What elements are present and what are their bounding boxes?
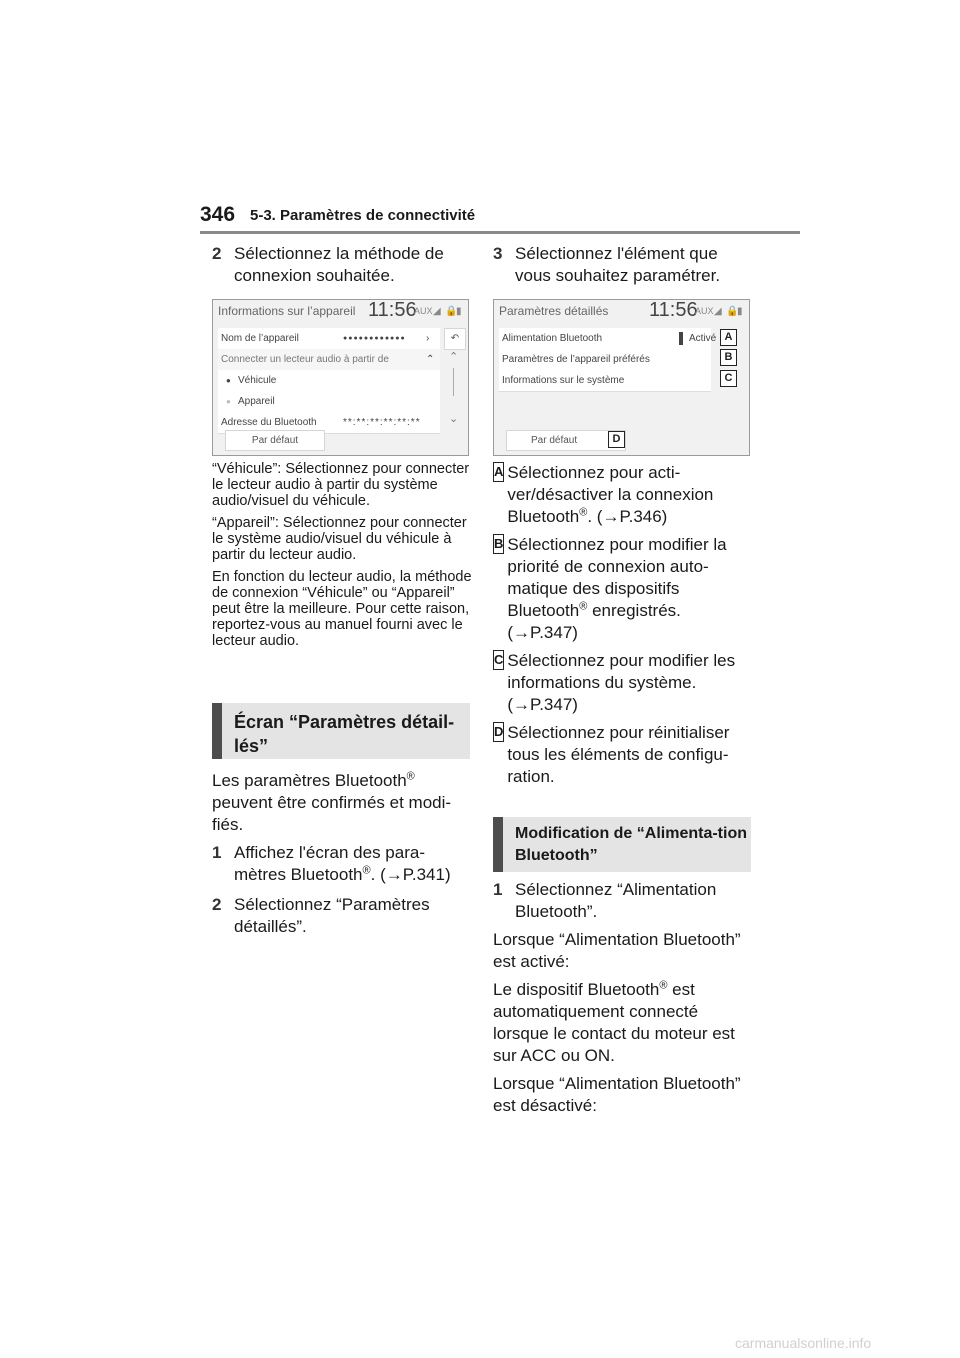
para-disabled: Lorsque “Alimentation Bluetooth” est désactivé:	[493, 1074, 741, 1115]
signal-icon: ◢	[714, 306, 722, 317]
callout-d: D	[608, 431, 625, 448]
status-indicator: AUX	[414, 306, 433, 316]
lock-icon: 🔒	[445, 306, 458, 317]
screen-header	[213, 300, 468, 322]
item-c: C Sélectionnez pour modifier les informations du système. (→P.347)	[494, 651, 736, 714]
left-notes	[212, 461, 474, 649]
screen-header	[494, 300, 749, 322]
chevron-up-icon: ⌃	[426, 354, 435, 365]
intro-paragraph: Les paramètres Bluetooth® peuvent être confirmés et modi-fiés.	[212, 770, 452, 834]
note-vehicle: “Véhicule”: Sélectionnez pour connecter le lecteur audio à partir du système audio/visuel du véhicule.	[212, 461, 470, 509]
row-connect-from[interactable]: Connecter un lecteur audio à partir de ⌃	[218, 349, 440, 371]
scroll-down-icon[interactable]: ⌄	[449, 413, 459, 425]
para-enabled: Lorsque “Alimentation Bluetooth” est activé:	[493, 930, 741, 971]
scrollbar[interactable]	[453, 368, 454, 396]
note-player: En fonction du lecteur audio, la méthode de connexion “Véhicule” ou “Appareil” peut être la meilleure. Pour cette raison, reportez-vous au manuel fourni avec le lecteur audio.	[212, 569, 472, 649]
screen-title: Paramètres détaillés	[499, 304, 609, 318]
toggle-indicator	[679, 332, 683, 345]
row-bt-power[interactable]: Alimentation Bluetooth Activé	[499, 328, 711, 350]
callout-c: C	[720, 370, 737, 387]
callout-b: B	[720, 349, 737, 366]
row-preferred-devices[interactable]: Paramètres de l’appareil préférés	[499, 349, 711, 371]
radio-icon: ●	[226, 397, 231, 406]
row-device-name[interactable]: Nom de l’appareil ●●●●●●●●●●●● ›	[218, 328, 440, 350]
item-a: A Sélectionnez pour acti-ver/désactiver la connexion Bluetooth®. (→P.346)	[494, 463, 714, 526]
heading-bt-power: Modification de “Alimenta-tion Bluetooth”	[493, 817, 751, 872]
lock-icon: 🔒	[726, 306, 739, 317]
right-body	[493, 879, 751, 1117]
option-device[interactable]: ● Appareil	[218, 391, 440, 413]
screen-clock: 11:56	[368, 299, 417, 321]
default-button[interactable]: Par défaut	[506, 430, 626, 451]
option-vehicle[interactable]: ● Véhicule	[218, 370, 440, 392]
status-indicator: AUX	[695, 306, 714, 316]
signal-icon: ◢	[433, 306, 441, 317]
row-bt-address: Adresse du Bluetooth **:**:**:**:**:**	[218, 412, 440, 434]
right-step-3: 3 Sélectionnez l'élément que vous souhaitez paramétrer.	[493, 244, 721, 285]
item-b: B Sélectionnez pour modifier la priorité de connexion auto-matique des dispositifs Bluetooth® enregistrés. (→P.347)	[494, 535, 727, 642]
row-system-info[interactable]: Informations sur le système	[499, 370, 711, 392]
step-text: Sélectionnez la méthode de connexion souhaitée.	[234, 244, 444, 285]
step-1: 1 Affichez l'écran des para-mètres Bluetooth®. (→P.341)	[212, 843, 451, 884]
callout-a: A	[720, 329, 737, 346]
default-button[interactable]: Par défaut	[225, 430, 325, 451]
left-step-2	[212, 243, 470, 287]
note-device: “Appareil”: Sélectionnez pour connecter le système audio/visuel du véhicule à partir du lecteur audio.	[212, 515, 467, 563]
step-2-detailed: 2 Sélectionnez “Paramètres détaillés”.	[212, 895, 430, 936]
step-1-bt-power: 1 Sélectionnez “Alimentation Bluetooth”.	[493, 880, 717, 921]
radio-selected-icon: ●	[226, 376, 231, 385]
watermark: carmanualsonline.info	[735, 1335, 872, 1351]
para-auto-connect: Le dispositif Bluetooth® est automatiquement connecté lorsque le contact du moteur est sur ACC ou ON.	[493, 979, 735, 1065]
page-number: 346	[200, 203, 236, 226]
heading-detailed-settings: Écran “Paramètres détail-lés”	[212, 703, 470, 759]
section-title: 5-3. Paramètres de connectivité	[250, 207, 476, 224]
scroll-up-icon[interactable]: ⌃	[449, 351, 459, 363]
item-d: D Sélectionnez pour réinitialiser tous les éléments de configu-ration.	[494, 723, 730, 786]
back-button[interactable]: ↶	[444, 328, 466, 350]
left-body	[212, 770, 470, 938]
battery-icon: ▮	[456, 306, 462, 317]
screen-detailed-settings	[493, 299, 750, 456]
chevron-right-icon: ›	[426, 333, 430, 344]
callout-descriptions	[493, 462, 753, 788]
step-number: 2	[212, 244, 222, 263]
battery-icon: ▮	[737, 306, 743, 317]
header-rule	[200, 231, 800, 234]
screen-clock: 11:56	[649, 299, 698, 321]
screen-title: Informations sur l’appareil	[218, 304, 356, 318]
screen-device-info	[212, 299, 469, 456]
